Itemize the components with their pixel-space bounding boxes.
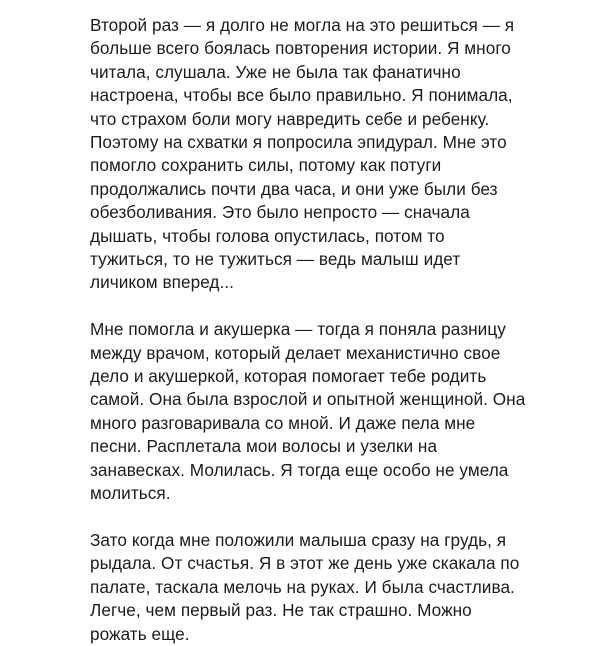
text-line: рожать еще.	[90, 623, 190, 644]
text-line: много разговаривала со мной. И даже пела мне	[90, 412, 476, 433]
text-line: обезболивания. Это было непросто — сначала	[90, 202, 470, 223]
text-line: настроена, чтобы все было правильно. Я понимала,	[90, 85, 513, 106]
text-line: помогло сохранить силы, потому как потуги	[90, 155, 442, 176]
text-line: Мне помогла и акушерка — тогда я поняла разницу	[90, 319, 506, 340]
text-line: Зато когда мне положили малыша сразу на грудь, я	[90, 529, 507, 550]
text-line: личиком вперед...	[90, 272, 234, 293]
text-line: продолжались почти два часа, и они уже были без	[90, 178, 498, 199]
text-line: рыдала. От счастья. Я в этот же день уже скакала по	[90, 553, 520, 574]
text-line: Поэтому на схватки я попросила эпидурал. Мне это	[90, 132, 507, 153]
text-line: дело и акушеркой, которая помогает тебе родить	[90, 366, 487, 387]
text-line: читала, слушала. Уже не была так фанатично	[90, 61, 461, 82]
post-text	[90, 14, 530, 646]
text-line: больше всего боялась повторения истории. Я много	[90, 38, 511, 59]
text-line: занавесках. Молилась. Я тогда еще особо не умела	[90, 459, 509, 480]
text-line: самой. Она была взрослой и опытной женщиной. Она	[90, 389, 526, 410]
text-line: между врачом, который делает механистично свое	[90, 342, 501, 363]
paragraph-gap	[90, 295, 530, 318]
text-line: молиться.	[90, 483, 171, 504]
text-line: тужиться, то не тужиться — ведь малыш идет	[90, 249, 461, 270]
text-line: дышать, чтобы голова опустилась, потом то	[90, 225, 445, 246]
paragraph-gap	[90, 506, 530, 529]
paragraph-1	[90, 14, 530, 295]
text-line: Легче, чем первый раз. Не так страшно. Можно	[90, 600, 472, 621]
paragraph-2	[90, 318, 530, 505]
paragraph-3	[90, 529, 530, 646]
text-line: песни. Расплетала мои волосы и узелки на	[90, 436, 438, 457]
text-line: Второй раз — я долго не могла на это решиться — я	[90, 15, 515, 35]
text-line: что страхом боли могу навредить себе и ребенку.	[90, 108, 490, 129]
text-line: палате, таскала мелочь на руках. И была счастлива.	[90, 576, 515, 597]
